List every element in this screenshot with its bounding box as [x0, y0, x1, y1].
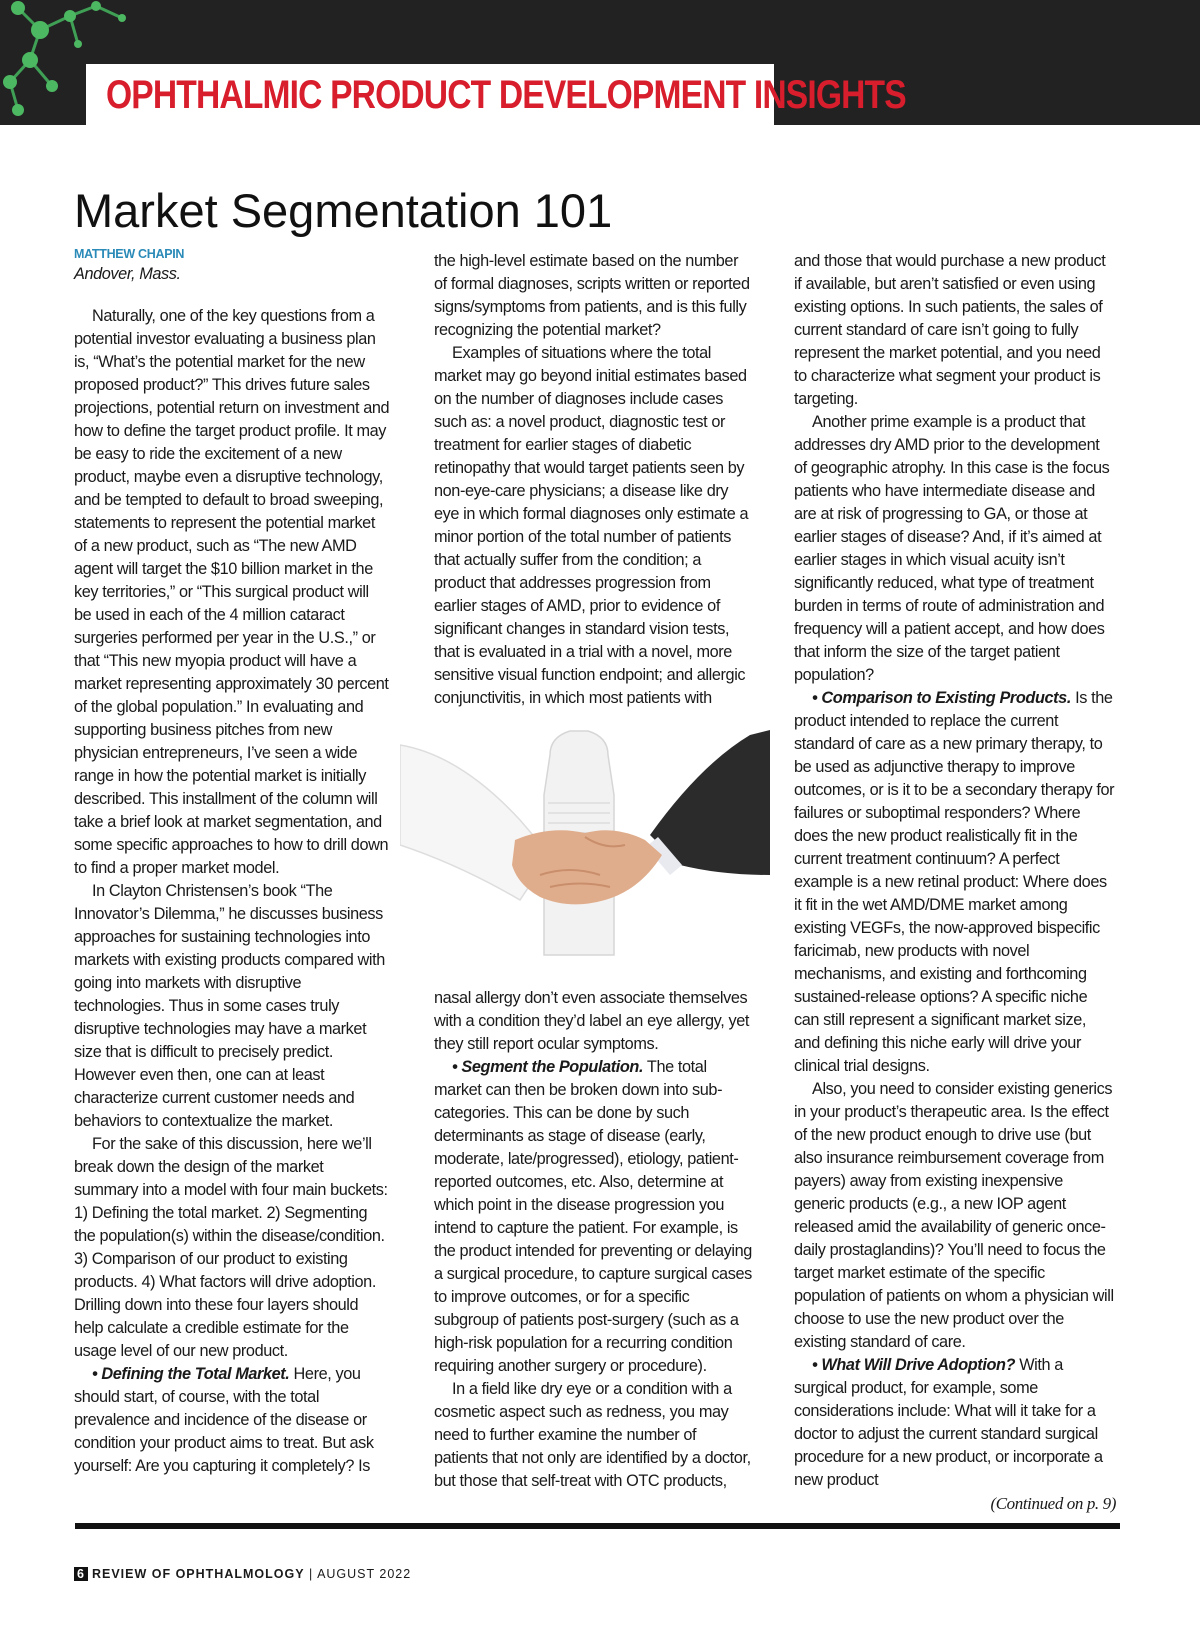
paragraph: Another prime example is a product that addresses dry AMD prior to the development of geographic atrophy. In this case is the focus patients who have intermediate disease and are at risk of progressing to GA, or those at earlier stages of disease? And, if it’s aimed at earlier stages in which visual acuity isn’t significantly reduced, what type of treatment burden in terms of route of administration and frequency will a patient accept, and how does that inform the size of the target patient population? — [794, 413, 1110, 684]
paragraph: the high-level estimate based on the number of formal diagnoses, scripts written or reported signs/symptoms from patients, and is this fully recognizing the potential market? — [434, 252, 750, 339]
issue-date: AUGUST 2022 — [317, 1567, 412, 1581]
subhead-defining-total-market: • Defining the Total Market. — [92, 1365, 290, 1383]
footer-separator: | — [304, 1567, 318, 1581]
paragraph: • What Will Drive Adoption? With a surgical product, for example, some considerations include: What will it take for a doctor to adjust the current standard surgical procedure for a new product, or incorporate a new product — [794, 1356, 1103, 1489]
paragraph: and those that would purchase a new product if available, but aren’t satisfied or even using existing options. In such patients, the sales of current standard of care isn’t going to fully represent the market potential, and you need to characterize what segment your product is targeting. — [794, 252, 1106, 408]
paragraph: Also, you need to consider existing generics in your product’s therapeutic area. Is the effect of the new product enough to drive use (but also insurance reimbursement coverage from payers) away from existing inexpensive generic products (e.g., a new IOP agent released amid the availability of generic once-daily prostaglandins)? You’ll need to focus the target market estimate of the specific population of patients on whom a physician will choose to use the new product over the existing standard of care. — [794, 1080, 1114, 1351]
paragraph: nasal allergy don’t even associate themselves with a condition they’d label an eye allergy, yet they still report ocular symptoms. — [434, 989, 749, 1053]
paragraph: Examples of situations where the total market may go beyond initial estimates based on the number of diagnoses include cases such as: a novel product, diagnostic test or treatment for earlier stages of diabetic retinopathy that would target patients seen by non-eye-care physicians; a disease like dry eye in which formal diagnoses only estimate a minor portion of the total number of patients that actually suffer from the condition; a product that addresses progression from earlier stages of AMD, prior to evidence of significant changes in standard vision tests, that is evaluated in a trial with a novel, more sensitive visual function endpoint; and allergic conjunctivitis, in which most patients with — [434, 344, 749, 707]
handshake-photo — [400, 725, 770, 960]
paragraph: • Defining the Total Market. Here, you should start, of course, with the total prevalence and incidence of the disease or condition your product aims to treat. But ask yourself: Are you capturing it completely? Is — [74, 1365, 374, 1475]
subhead-drive-adoption: • What Will Drive Adoption? — [812, 1356, 1016, 1374]
paragraph: For the sake of this discussion, here we’ll break down the design of the market summary into a model with four main buckets: 1) Defining the total market. 2) Segmenting the population(s) within the disease/condition. 3) Comparison of our product to existing products. 4) What factors will drive adoption. Drilling down into these four layers should help calculate a credible estimate for the usage level of our new product. — [74, 1135, 388, 1360]
paragraph: In Clayton Christensen’s book “The Innovator’s Dilemma,” he discusses business approaches for sustaining technologies into markets with existing products compared with going into markets with disruptive technologies. Thus in some cases truly disruptive technologies may have a market size that is difficult to precisely predict. However even then, one can at least characterize current customer needs and behaviors to contextualize the market. — [74, 882, 385, 1130]
author-byline: MATTHEW CHAPIN — [74, 247, 185, 261]
page-footer — [74, 1567, 411, 1581]
author-location: Andover, Mass. — [74, 265, 181, 283]
paragraph: • Comparison to Existing Products. Is the product intended to replace the current standard of care as a new primary therapy, to be used as adjunctive therapy to improve outcomes, or is it to be a secondary therapy for failures or suboptimal responders? Where does the new product realistically fit in the current treatment continuum? A perfect example is a new retinal product: Where does it fit in the wet AMD/DME market among existing VEGFs, the now-approved bispecific faricimab, new products with novel mechanisms, and existing and forthcoming sustained-release options? A specific niche can still represent a significant market size, and defining this niche early will drive your clinical trial designs. — [794, 689, 1115, 1075]
magazine-name: REVIEW OF OPHTHALMOLOGY — [91, 1567, 305, 1581]
paragraph: In a field like dry eye or a condition with a cosmetic aspect such as redness, you may need to further examine the number of patients that not only are identified by a doctor, but those that self-treat with OTC products, — [434, 1380, 751, 1490]
article-title: Market Segmentation 101 — [74, 184, 613, 237]
paragraph: Naturally, one of the key questions from a potential investor evaluating a business plan is, “What’s the potential market for the new proposed product?” This drives future sales projections, potential return on investment and how to define the target product profile. It may be easy to ride the excitement of a new product, maybe even a disruptive technology, and be tempted to default to broad sweeping, statements to represent the potential market of a new product, such as “The new AMD agent will target the $10 billion market in the key territories,” or “This surgical product will be used in each of the 4 million cataract surgeries performed per year in the U.S.,” or that “This new myopia product will have a market representing approximately 30 percent of the global population.” In evaluating and supporting business pitches from new physician entrepreneurs, I’ve seen a wide range in how the potential market is initially described. This installment of the column will take a brief look at market segmentation, and some specific approaches to how to drill down to find a proper market model. — [74, 307, 390, 877]
article-column-1 — [74, 245, 390, 1478]
page-number: 6 — [74, 1567, 88, 1581]
subhead-segment-population: • Segment the Population. — [452, 1058, 644, 1076]
bottom-rule — [75, 1523, 1120, 1529]
header-banner — [0, 0, 1200, 125]
subhead-comparison-existing-products: • Comparison to Existing Products. — [812, 689, 1071, 707]
article-column-2-bottom — [434, 987, 754, 1493]
paragraph: • Segment the Population. The total market can then be broken down into sub-categories. This can be done by such determinants as stage of disease (early, moderate, late/progressed), etiology, patient-reported outcomes, etc. Also, determine at which point in the disease progression you intend to capture the patient. For example, is the product intended for preventing or delaying a surgical procedure, to capture surgical cases to improve outcomes, or for a specific subgroup of patients post-surgery (such as a high-risk population for a recurring condition requiring another surgery or procedure). — [434, 1058, 752, 1375]
section-title-box — [86, 64, 906, 125]
article-column-2-top — [434, 250, 754, 710]
section-title: OPHTHALMIC PRODUCT DEVELOPMENT INSIGHTS — [106, 73, 906, 117]
continued-on-note: (Continued on p. 9) — [990, 1494, 1116, 1513]
article-column-3 — [794, 250, 1116, 1515]
